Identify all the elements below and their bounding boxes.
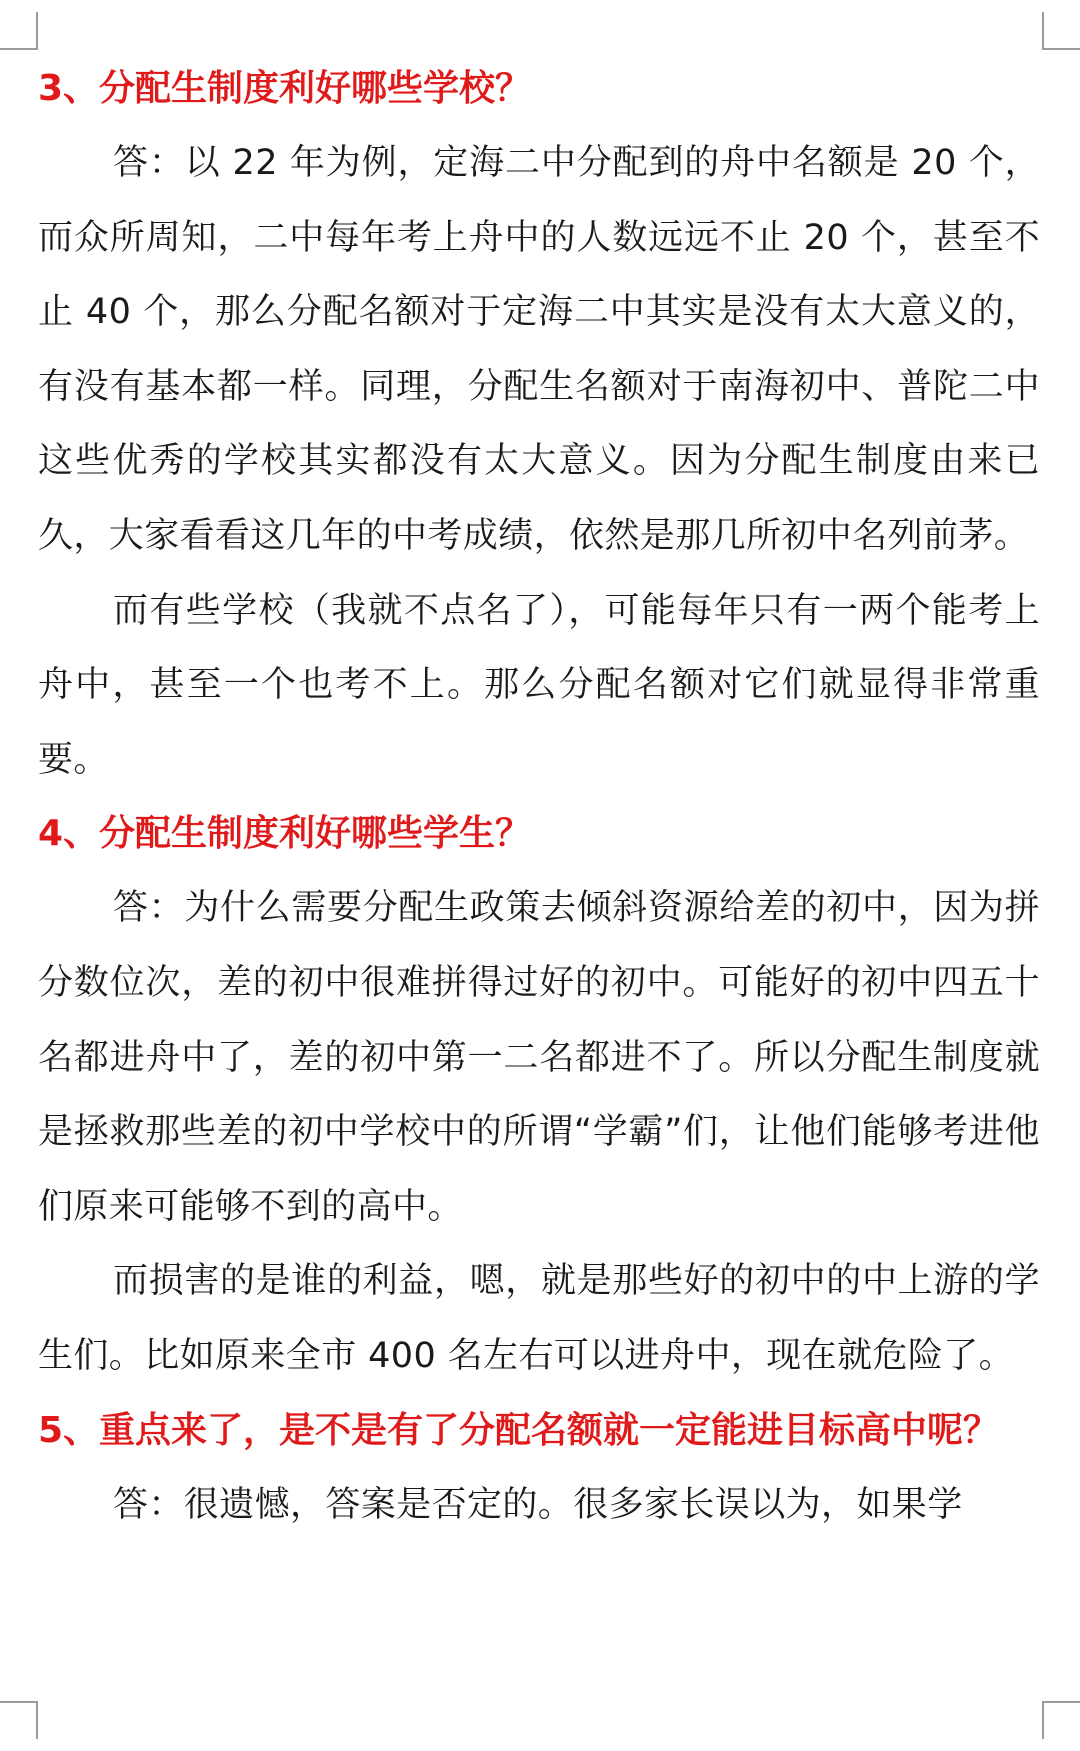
paragraph: 而有些学校（我就不点名了），可能每年只有一两个能考上舟中，甚至一个也考不上。那么分配名额对它们就显得非常重要。 [38,590,1040,780]
paragraph: 答：为什么需要分配生政策去倾斜资源给差的初中，因为拼分数位次，差的初中很难拼得过好的初中。可能好的初中四五十名都进舟中了，差的初中第一二名都进不了。所以分配生制度就是拯救那些差的初中学校中的所谓“学霸”们，让他们能够考进他们原来可能够不到的高中。 [38,888,1040,1227]
crop-mark-bottom-right [1042,1701,1080,1739]
paragraph: 答：很遗憾，答案是否定的。很多家长误以为，如果学 [113,1484,963,1525]
crop-mark-bottom-left [0,1701,38,1739]
section-5 [38,1394,1040,1543]
crop-mark-top-left [0,12,38,50]
section-4 [38,797,1040,1393]
section-heading: 5、重点来了，是不是有了分配名额就一定能进目标高中呢？ [38,1409,1000,1451]
section-heading: 4、分配生制度利好哪些学生？ [38,813,532,855]
paragraph: 而损害的是谁的利益，嗯，就是那些好的初中的中上游的学生们。比如原来全市 400 名左右可以进舟中，现在就危险了。 [38,1261,1040,1376]
crop-mark-top-right [1042,12,1080,50]
section-3 [38,52,1040,797]
paragraph: 答：以 22 年为例，定海二中分配到的舟中名额是 20 个，而众所周知，二中每年考上舟中的人数远远不止 20 个，甚至不止 40 个，那么分配名额对于定海二中其实是没有太大意义的，有没有基本都一样。同理，分配生名额对于南海初中、普陀二中这些优秀的学校其实都没有太大意义。因为分配生制度由来已久，大家看看这几年的中考成绩，依然是那几所初中名列前茅。 [38,143,1040,556]
section-heading: 3、分配生制度利好哪些学校？ [38,68,532,109]
document-body [38,52,1040,1542]
